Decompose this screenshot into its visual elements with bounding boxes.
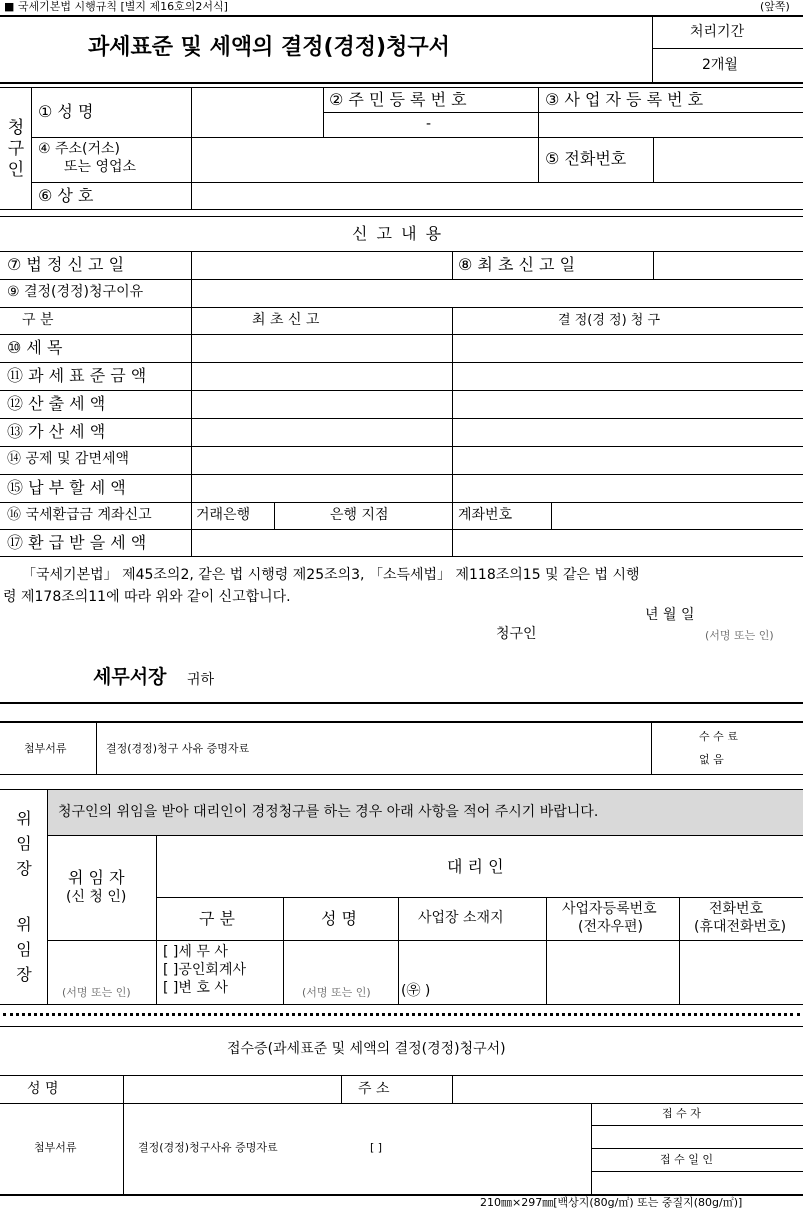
phone-label: ⑤ 전화번호 xyxy=(545,149,627,168)
declaration-text-1: 「국세기본법」 제45조의2, 같은 법 시행령 제25조의3, 「소득세법」 제118조의15 및 같은 법 시행 xyxy=(22,567,640,583)
col-agent-brn: 사업자등록번호 xyxy=(562,901,657,917)
agent-label: 대 리 인 xyxy=(447,857,504,876)
legal-date-label: ⑦ 법 정 신 고 일 xyxy=(7,255,125,274)
receipt-receiver-label: 접 수 자 xyxy=(662,1107,701,1120)
col-agent-name: 성 명 xyxy=(321,909,357,928)
col-category: 구 분 xyxy=(22,312,54,328)
fee-label: 수 수 료 xyxy=(699,730,738,743)
cut-line xyxy=(3,1013,800,1016)
receipt-attach-value: 결정(경정)청구사유 증명자료 xyxy=(138,1141,278,1154)
row-tax-item: ⑩ 세 목 xyxy=(7,338,63,357)
agent-type-lawyer[interactable]: [ ]변 호 사 xyxy=(163,980,228,996)
first-date-label: ⑧ 최 초 신 고 일 xyxy=(458,255,576,274)
report-section-title: 신 고 내 용 xyxy=(352,224,444,243)
delegation-label-2: 위 임 장 xyxy=(16,915,32,984)
row-penalty-tax: ⑬ 가 산 세 액 xyxy=(7,422,106,441)
agent-sign: (서명 또는 인) xyxy=(302,986,371,999)
declaration-date: 년 월 일 xyxy=(645,607,695,623)
receipt-address-label: 주 소 xyxy=(358,1081,390,1097)
paper-spec: 210㎜×297㎜[백상지(80g/㎡) 또는 중질지(80g/㎡)] xyxy=(480,1196,743,1209)
delegator-sign: (서명 또는 인) xyxy=(62,986,131,999)
receipt-attach-label: 첨부서류 xyxy=(34,1141,77,1154)
col-business-place: 사업장 소재지 xyxy=(418,910,504,926)
page-side: (앞쪽) xyxy=(760,0,790,13)
delegator-sub-label: (신 청 인) xyxy=(66,889,127,905)
receipt-name-label: 성 명 xyxy=(27,1081,59,1097)
top-border xyxy=(0,15,803,17)
col-agent-mobile: (휴대전화번호) xyxy=(694,919,787,935)
declaration-claimant: 청구인 xyxy=(496,626,537,642)
receipt-attach-checkbox[interactable]: [ ] xyxy=(370,1141,383,1154)
receipt-title: 접수증(과세표준 및 세액의 결정(경정)청구서) xyxy=(227,1041,506,1057)
delegation-label-1: 위 임 장 xyxy=(16,809,32,878)
law-reference: ■ 국세기본법 시행규칙 [별지 제16호의2서식] xyxy=(4,0,228,13)
rrn-label: ② 주 민 등 록 번 호 xyxy=(329,90,467,109)
agent-type-cpa[interactable]: [ ]공인회계사 xyxy=(163,962,246,978)
attachment-value: 결정(경정)청구 사유 증명자료 xyxy=(106,742,250,755)
declaration-text-2: 령 제178조의11에 따라 위와 같이 신고합니다. xyxy=(3,589,291,605)
col-initial: 최 초 신 고 xyxy=(252,312,320,328)
col-claim: 결 정(경 정) 청 구 xyxy=(558,313,661,328)
refund-account-label: ⑯ 국세환급금 계좌신고 xyxy=(7,507,152,523)
row-computed-tax: ⑫ 산 출 세 액 xyxy=(7,394,106,413)
bank-label: 거래은행 xyxy=(196,507,251,523)
name-label: ① 성 명 xyxy=(38,102,94,121)
col-agent-email: (전자우편) xyxy=(578,919,644,935)
declaration-sign: (서명 또는 인) xyxy=(705,629,774,642)
trade-name-label: ⑥ 상 호 xyxy=(38,186,94,205)
delegation-notice: 청구인의 위임을 받아 대리인이 경정청구를 하는 경우 아래 사항을 적어 주시기 바랍니다. xyxy=(58,804,599,820)
agent-type-tax-accountant[interactable]: [ ]세 무 사 xyxy=(163,944,228,960)
receipt-date-label: 접 수 일 인 xyxy=(660,1153,713,1166)
row-payable-tax: ⑮ 납 부 할 세 액 xyxy=(7,478,126,497)
col-agent-phone: 전화번호 xyxy=(709,901,764,917)
fee-value: 없 음 xyxy=(699,753,724,766)
bank-branch-label: 은행 지점 xyxy=(330,507,389,523)
agent-postal-code: (㉾ ) xyxy=(401,983,431,999)
brn-label: ③ 사 업 자 등 록 번 호 xyxy=(545,90,704,109)
addressee: 세무서장 xyxy=(93,666,167,688)
address-label-2: 또는 영업소 xyxy=(64,159,137,175)
rrn-dash: - xyxy=(426,116,432,132)
address-label: ④ 주소(거소) xyxy=(38,141,121,157)
delegator-label: 위 임 자 xyxy=(68,868,125,887)
claimant-group-label: 청 구 인 xyxy=(7,118,25,180)
form-title: 과세표준 및 세액의 결정(경정)청구서 xyxy=(88,35,450,60)
row-deduction: ⑭ 공제 및 감면세액 xyxy=(7,451,130,467)
attachment-label: 첨부서류 xyxy=(24,742,67,755)
reason-label: ⑨ 결정(경정)청구이유 xyxy=(7,284,144,300)
col-type: 구 분 xyxy=(199,909,235,928)
row-tax-base: ⑪ 과 세 표 준 금 액 xyxy=(7,366,147,385)
account-label: 계좌번호 xyxy=(458,507,513,523)
addressee-honorific: 귀하 xyxy=(187,672,215,688)
refund-amount-label: ⑰ 환 급 받 을 세 액 xyxy=(7,533,147,552)
period-label: 처리기간 xyxy=(690,24,745,40)
period-value: 2개월 xyxy=(702,57,738,73)
